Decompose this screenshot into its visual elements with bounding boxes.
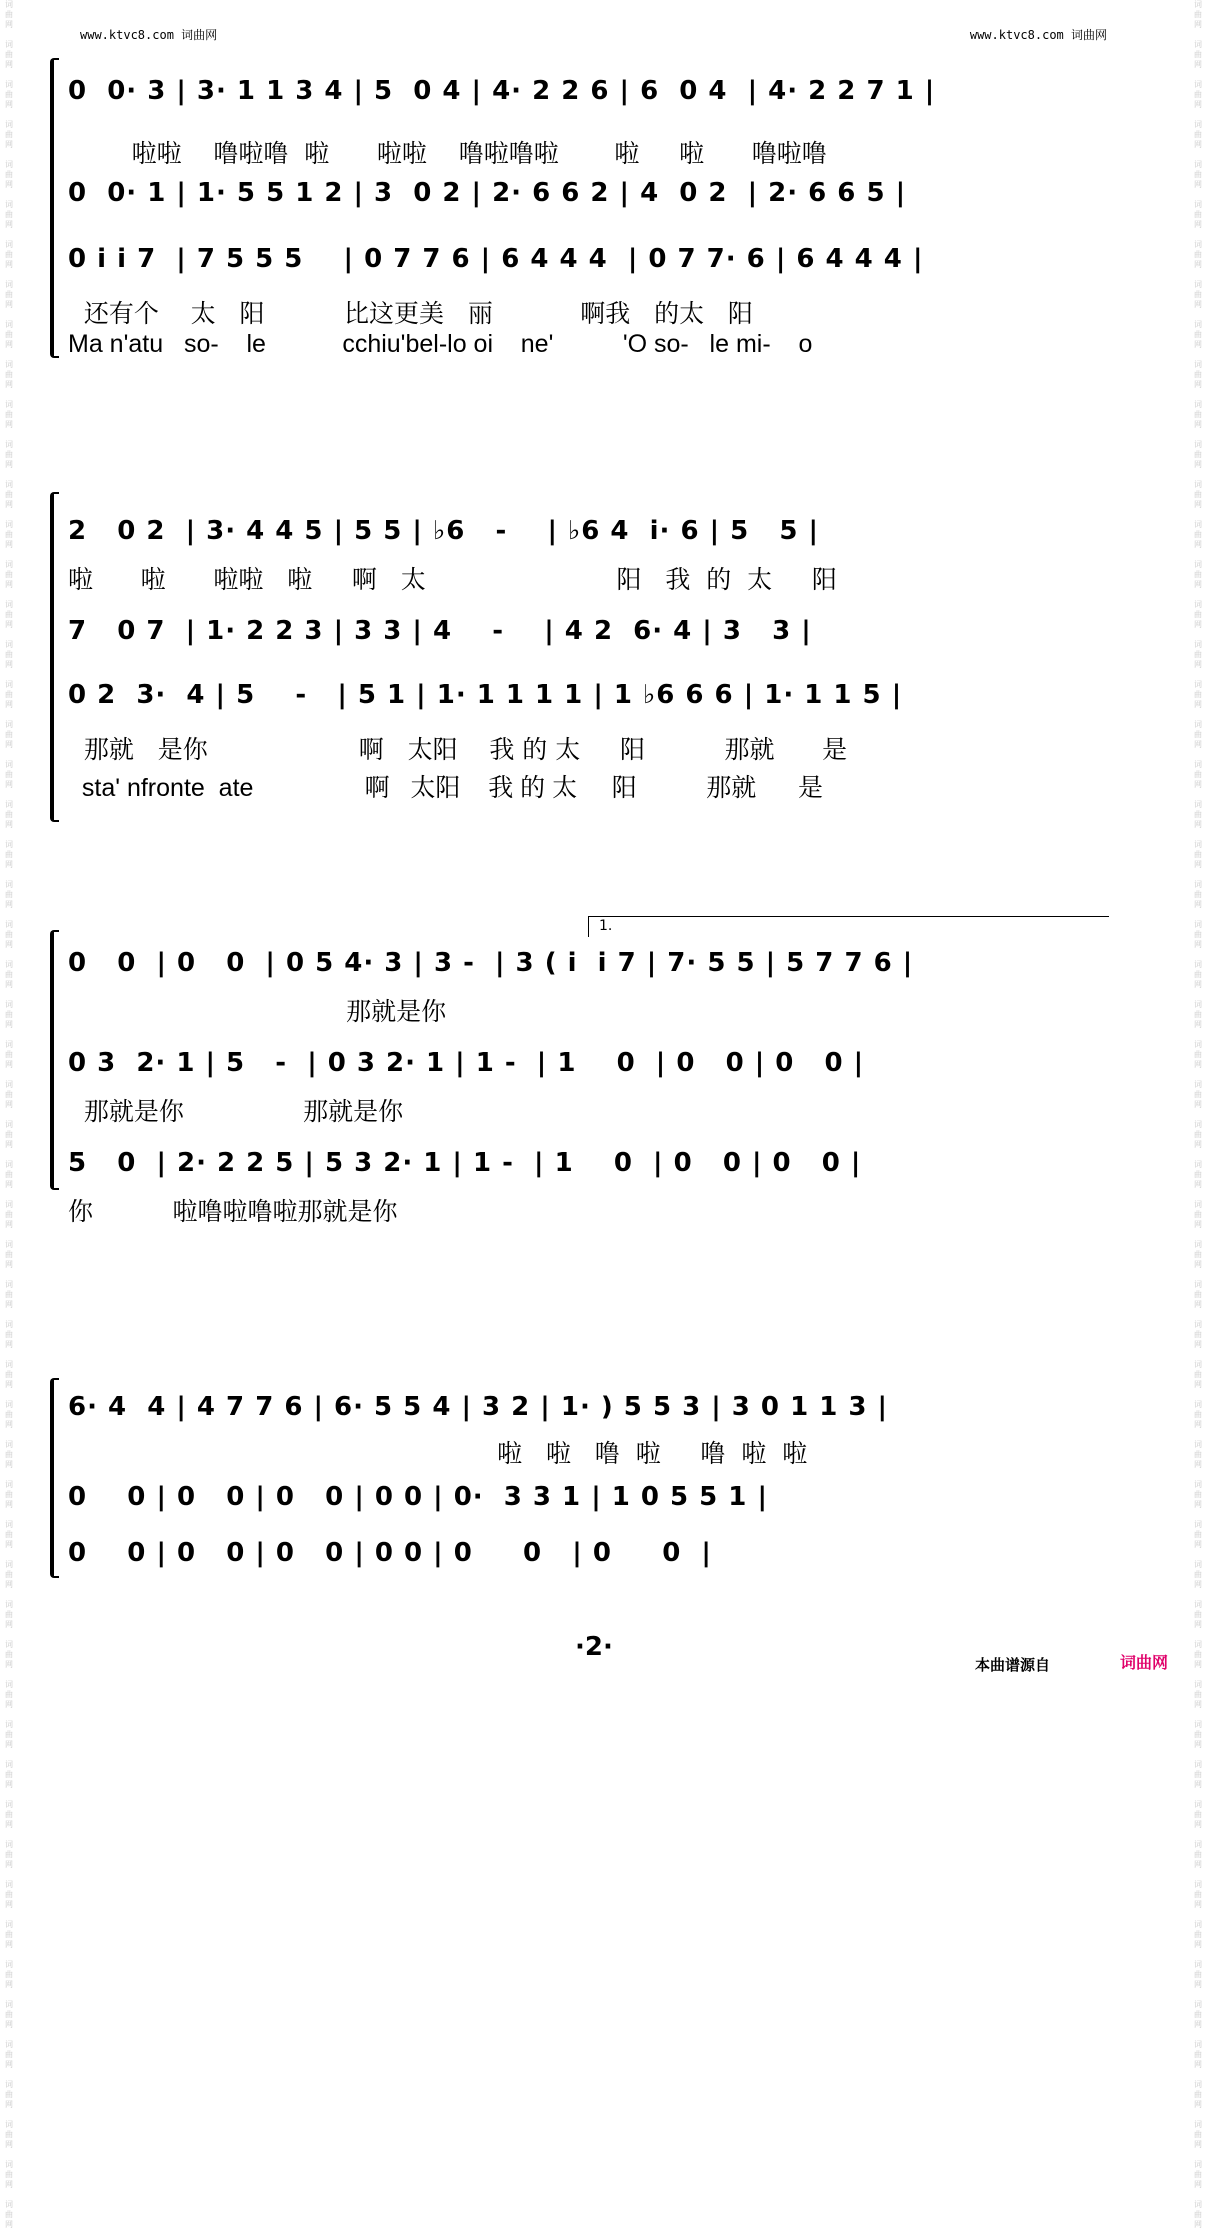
- alto-notes: 0 0 | 0 0 | 0 0 | 0 0 | 0· 3 3 1 | 1 0 5 5 1 |: [68, 1482, 768, 1512]
- system-brace: [50, 58, 59, 358]
- bass-notes: 0 2 3· 4 | 5 - | 5 1 | 1· 1 1 1 1 | 1 ♭6 6 6 | 1· 1 1 5 |: [68, 680, 903, 710]
- soprano-notes: 2 0 2 | 3· 4 4 5 | 5 5 | ♭6 - | ♭6 4 i· 6 | 5 5 |: [68, 516, 820, 546]
- footer-brand-logo: 词曲网: [1120, 1653, 1169, 1672]
- bass-lyrics-chinese: 还有个 太 阳 比这更美 丽 啊我 的太 阳: [68, 299, 753, 328]
- volta-label: 1.: [599, 918, 613, 934]
- alto-notes: 0 3 2· 1 | 5 - | 0 3 2· 1 | 1 - | 1 0 | 0 0 | 0 0 |: [68, 1048, 865, 1078]
- bass-notes: 0 0 | 0 0 | 0 0 | 0 0 | 0 0 | 0 0 |: [68, 1538, 712, 1568]
- system-brace: [50, 492, 59, 822]
- alto-notes: 0 0· 1 | 1· 5 5 1 2 | 3 0 2 | 2· 6 6 2 | 4 0 2 | 2· 6 6 5 |: [68, 178, 907, 208]
- bass-lyrics-italian: Ma n'atu so- le cchiu'bel-lo oi ne' 'O so- le mi- o: [68, 330, 813, 358]
- bass-notes: 0 i i 7 | 7 5 5 5 | 0 7 7 6 | 6 4 4 4 | 0 7 7· 6 | 6 4 4 4 |: [68, 244, 924, 274]
- soprano-notes: 0 0· 3 | 3· 1 1 3 4 | 5 0 4 | 4· 2 2 6 | 6 0 4 | 4· 2 2 7 1 |: [68, 76, 936, 106]
- alto-notes: 7 0 7 | 1· 2 2 3 | 3 3 | 4 - | 4 2 6· 4 | 3 3 |: [68, 616, 812, 646]
- side-watermark-right: 词 曲 网 词 曲 网 词 曲 网 词 曲 网 词 曲 网 词 曲 网 词 曲 网 词 曲 网 词 曲 网 词 曲 网 词 曲 网 词 曲 网 词 曲 网 词 曲 网 词 曲 网 词 曲 网 词 曲 网 词 曲 网 词 曲 网 词 曲 网 词 曲 网 词 曲 网 词 曲 网 词 曲 网 词 曲 网 词 曲 网 词 曲 网 词 曲 网 词 曲 网 词 曲 网 词 曲 网 词 曲 网 词 曲 网 词 曲 网 词 曲 网 词 曲 网 词 曲 网 词 曲 网 词 曲 网 词 曲 网 词 曲 网 词 曲 网 词 曲 网 词 曲 网 词 曲 网 词 曲 网 词 曲 网 词 曲 网 词 曲 网 词 曲 网 词 曲 网 词 曲 网 词 曲 网 词 曲 网 词 曲 网 词 曲 网: [1194, 0, 1202, 2229]
- bass-lyrics: 你 啦噜啦噜啦那就是你: [68, 1197, 398, 1226]
- score-system-1: [50, 58, 1160, 358]
- system-brace: [50, 1378, 59, 1578]
- system-brace: [50, 930, 59, 1190]
- soprano-lyrics: 那就是你: [68, 997, 447, 1026]
- footer-source-label: 本曲谱源自: [975, 1656, 1051, 1674]
- score-system-2: [50, 492, 1160, 822]
- bass-notes: 5 0 | 2· 2 2 5 | 5 3 2· 1 | 1 - | 1 0 | 0 0 | 0 0 |: [68, 1148, 862, 1178]
- header-right-site: www.ktvc8.com 词曲网: [969, 28, 1107, 42]
- score-system-3: [50, 918, 1160, 1226]
- first-ending-bracket: [588, 916, 1109, 937]
- side-watermark-left: 词 曲 网 词 曲 网 词 曲 网 词 曲 网 词 曲 网 词 曲 网 词 曲 网 词 曲 网 词 曲 网 词 曲 网 词 曲 网 词 曲 网 词 曲 网 词 曲 网 词 曲 网 词 曲 网 词 曲 网 词 曲 网 词 曲 网 词 曲 网 词 曲 网 词 曲 网 词 曲 网 词 曲 网 词 曲 网 词 曲 网 词 曲 网 词 曲 网 词 曲 网 词 曲 网 词 曲 网 词 曲 网 词 曲 网 词 曲 网 词 曲 网 词 曲 网 词 曲 网 词 曲 网 词 曲 网 词 曲 网 词 曲 网 词 曲 网 词 曲 网 词 曲 网 词 曲 网 词 曲 网 词 曲 网 词 曲 网 词 曲 网 词 曲 网 词 曲 网 词 曲 网 词 曲 网 词 曲 网 词 曲 网 词 曲 网: [5, 0, 13, 2229]
- soprano-notes: 0 0 | 0 0 | 0 5 4· 3 | 3 - | 3 ( i i 7 | 7· 5 5 | 5 7 7 6 |: [68, 948, 914, 978]
- soprano-lyrics: 啦啦 噜啦噜 啦 啦啦 噜啦噜啦 啦 啦 噜啦噜: [68, 139, 827, 168]
- soprano-notes: 6· 4 4 | 4 7 7 6 | 6· 5 5 4 | 3 2 | 1· ) 5 5 3 | 3 0 1 1 3 |: [68, 1392, 888, 1422]
- header-left-site: www.ktvc8.com 词曲网: [80, 28, 218, 42]
- score-system-4: [50, 1378, 1160, 1578]
- alto-lyrics: 那就是你 那就是你: [68, 1097, 404, 1126]
- bass-lyrics-italian: sta' nfronte ate 啊 太阳 我 的 太 阳 那就 是: [68, 774, 823, 802]
- soprano-lyrics: 啦 啦 啦啦 啦 啊 太 阳 我 的 太 阳: [68, 565, 837, 594]
- bass-lyrics-chinese: 那就 是你 啊 太阳 我 的 太 阳 那就 是: [68, 735, 848, 764]
- page-number: ·2·: [575, 1632, 613, 1662]
- soprano-lyrics: 啦 啦 噜 啦 噜 啦 啦: [68, 1439, 808, 1468]
